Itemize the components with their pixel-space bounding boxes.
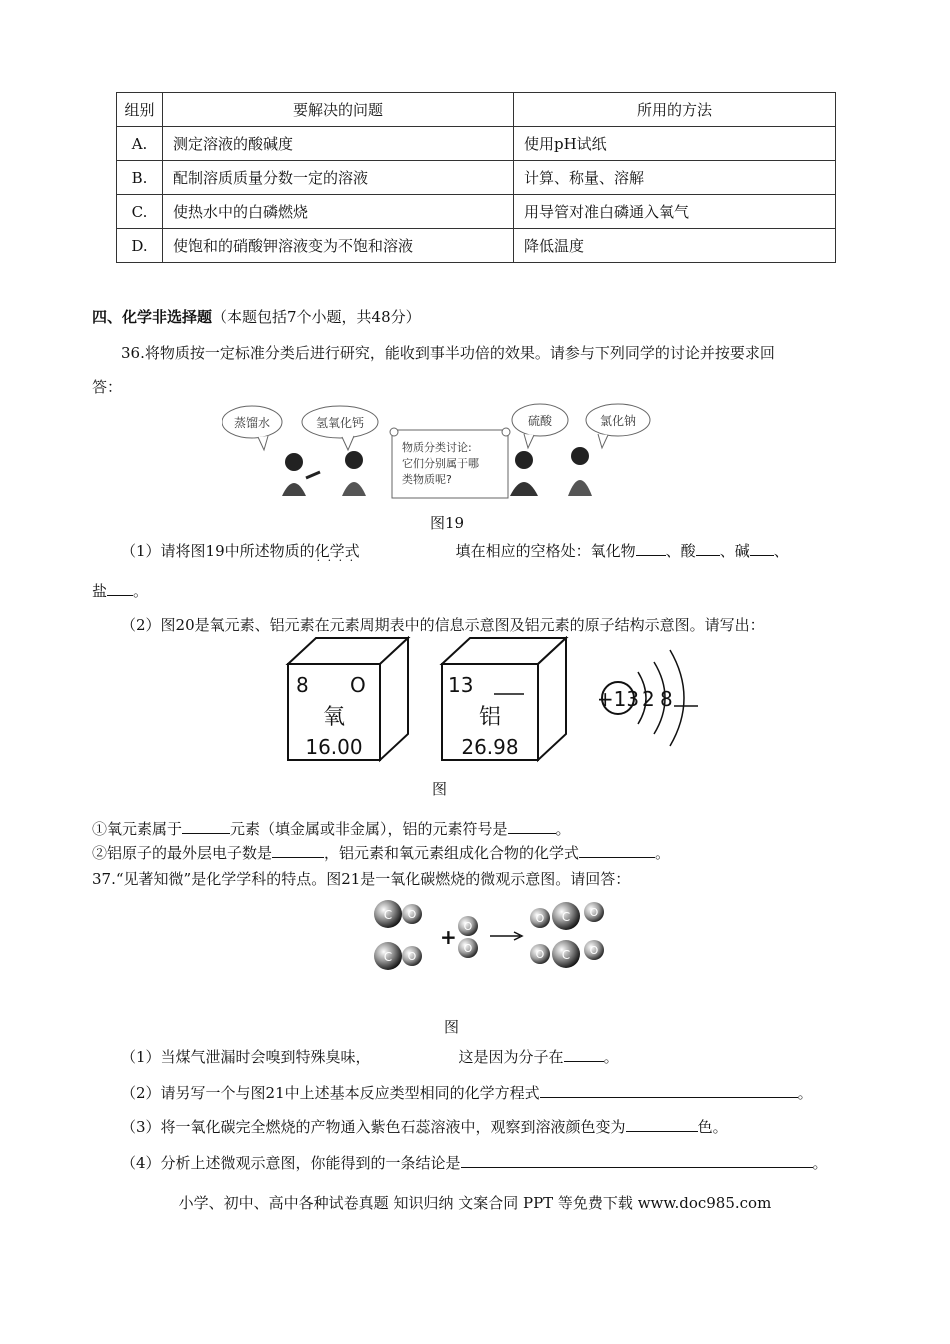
atom-label: O xyxy=(407,908,417,921)
co-molecule xyxy=(374,942,422,970)
acid-blank[interactable] xyxy=(696,540,720,556)
bubble-text: 硫酸 xyxy=(527,414,553,428)
q37-intro: 37.“见著知微”是化学学科的特点。图21是一氧化碳燃烧的微观示意图。请回答： xyxy=(92,870,631,888)
q36-p1-text: 填在相应的空格处：氧化物 xyxy=(455,542,636,560)
table-header-row xyxy=(117,93,836,127)
conclusion-blank[interactable] xyxy=(461,1152,813,1168)
plus-sign: + xyxy=(440,925,457,949)
reaction-arrow xyxy=(490,932,522,940)
atom-label: C xyxy=(561,948,571,962)
table-row xyxy=(117,195,836,229)
table-cell: 配制溶质质量分数一定的溶液 xyxy=(163,161,514,195)
q36-s1-text: 。 xyxy=(555,820,571,838)
o2-molecule xyxy=(458,916,478,958)
atom-label: C xyxy=(383,950,393,964)
salt-blank[interactable] xyxy=(107,580,133,596)
shell-electrons: 2 xyxy=(642,687,655,711)
q36-intro-line2: 答： xyxy=(92,378,123,396)
element-symbol: O xyxy=(350,673,366,697)
q36-sub2 xyxy=(92,842,670,863)
question-table xyxy=(116,92,836,263)
element-name: 铝 xyxy=(478,705,502,730)
scroll-text: 类物质呢? xyxy=(402,473,452,486)
element-name: 氧 xyxy=(322,705,346,730)
table-cell: 降低温度 xyxy=(514,229,836,263)
q37-p1-text: 这是因为分子在 xyxy=(458,1048,564,1066)
bubble-text: 蒸馏水 xyxy=(233,416,271,430)
shell-electrons: 8 xyxy=(660,687,673,711)
q36-p1-text: 、酸 xyxy=(665,542,696,560)
section-heading xyxy=(92,306,421,327)
figure-21-caption: 图 xyxy=(444,1018,460,1036)
atomic-number: 8 xyxy=(296,673,309,697)
section-title: 四、化学非选择题 xyxy=(92,308,213,326)
q37-part2 xyxy=(121,1082,813,1103)
base-blank[interactable] xyxy=(750,540,774,556)
student-figure xyxy=(342,451,366,496)
q36-part1-line2 xyxy=(92,580,148,601)
atomic-mass: 16.00 xyxy=(305,735,363,759)
aluminium-atom-structure xyxy=(597,650,698,746)
atom-label: O xyxy=(463,920,473,933)
section-note: （本题包括7个小题，共48分） xyxy=(212,308,421,326)
q36-part2: （2）图20是氧元素、铝元素在元素周期表中的信息示意图及铝元素的原子结构示意图。请写出： xyxy=(121,616,765,634)
figure-19-caption: 图19 xyxy=(430,514,465,532)
q37-part1 xyxy=(121,1046,619,1067)
figure-20-caption: 图 xyxy=(432,780,448,798)
table-cell: B. xyxy=(117,161,163,195)
student-figure xyxy=(568,447,592,496)
q36-s2-text: 。 xyxy=(655,844,671,862)
color-blank[interactable] xyxy=(626,1116,698,1132)
molecule-motion-blank[interactable] xyxy=(564,1046,604,1062)
scroll-text: 它们分别属于哪 xyxy=(402,457,479,470)
atom-label: O xyxy=(535,948,545,961)
nucleus-charge: +13 xyxy=(596,687,640,711)
al-symbol-blank[interactable] xyxy=(508,818,556,834)
atom-label: O xyxy=(589,906,599,919)
q36-s1-text: ①氧元素属于 xyxy=(92,820,183,838)
page-footer: 小学、初中、高中各种试卷真题 知识归纳 文案合同 PPT 等免费下载 www.doc985.com xyxy=(178,1194,772,1212)
table-cell: 测定溶液的酸碱度 xyxy=(163,127,514,161)
q37-p3-text: （3）将一氧化碳完全燃烧的产物通入紫色石蕊溶液中，观察到溶液颜色变为 xyxy=(121,1118,626,1136)
element-type-blank[interactable] xyxy=(182,818,230,834)
atom-label: O xyxy=(463,942,473,955)
q36-sub1 xyxy=(92,818,571,839)
q37-p2-text: 。 xyxy=(797,1084,813,1102)
q36-p1-text: 盐 xyxy=(92,582,108,600)
table-row xyxy=(117,127,836,161)
table-cell: 使饱和的硝酸钾溶液变为不饱和溶液 xyxy=(163,229,514,263)
table-row xyxy=(117,229,836,263)
table-cell: D. xyxy=(117,229,163,263)
compound-formula-blank[interactable] xyxy=(579,842,655,858)
atom-label: C xyxy=(383,908,393,922)
q36-p1-emphasis: 化学式 · · · · xyxy=(315,542,360,560)
equation-blank[interactable] xyxy=(540,1082,798,1098)
co2-molecule xyxy=(530,940,604,968)
bubble-text: 氢氧化钙 xyxy=(315,416,365,430)
q37-p1-text: 。 xyxy=(603,1048,619,1066)
table-row xyxy=(117,161,836,195)
aluminium-cell xyxy=(442,638,566,760)
table-cell: 使用pH试纸 xyxy=(514,127,836,161)
q36-p1-text: 、碱 xyxy=(719,542,750,560)
scroll-text: 物质分类讨论: xyxy=(402,441,472,454)
atomic-number: 13 xyxy=(448,673,474,697)
table-cell: 用导管对准白磷通入氧气 xyxy=(514,195,836,229)
q36-part1-line1 xyxy=(121,540,789,561)
figure-20-illustration xyxy=(284,636,704,766)
q37-part3 xyxy=(121,1116,728,1137)
q36-p1-text: 、 xyxy=(773,542,789,560)
table-header-cell: 要解决的问题 xyxy=(163,93,514,127)
atom-label: O xyxy=(535,912,545,925)
q37-p4-text: （4）分析上述微观示意图，你能得到的一条结论是 xyxy=(121,1154,461,1172)
q37-p1-text: （1）当煤气泄漏时会嗅到特殊臭味， xyxy=(121,1048,371,1066)
q37-part4 xyxy=(121,1152,828,1173)
atom-label: C xyxy=(561,910,571,924)
student-figure xyxy=(510,451,538,496)
figure-19-illustration xyxy=(222,400,662,500)
outer-electrons-blank[interactable] xyxy=(272,842,324,858)
oxide-blank[interactable] xyxy=(636,540,666,556)
bubble-text: 氯化钠 xyxy=(599,414,637,428)
table-cell: C. xyxy=(117,195,163,229)
student-figure xyxy=(282,453,320,496)
atomic-mass: 26.98 xyxy=(461,735,519,759)
q37-p4-text: 。 xyxy=(812,1154,828,1172)
atom-label: O xyxy=(589,944,599,957)
table-cell: 计算、称量、溶解 xyxy=(514,161,836,195)
q36-p1-text: 。 xyxy=(133,582,149,600)
q36-intro-line1: 36.将物质按一定标准分类后进行研究，能收到事半功倍的效果。请参与下列同学的讨论并按要求回 xyxy=(121,344,775,362)
figure-21-illustration xyxy=(368,896,618,976)
atom-label: O xyxy=(407,950,417,963)
q36-s2-text: ，铝元素和氧元素组成化合物的化学式 xyxy=(324,844,580,862)
table-cell: A. xyxy=(117,127,163,161)
table-header-cell: 所用的方法 xyxy=(514,93,836,127)
q37-p2-text: （2）请另写一个与图21中上述基本反应类型相同的化学方程式 xyxy=(121,1084,540,1102)
q37-p3-text: 色。 xyxy=(697,1118,728,1136)
table-cell: 使热水中的白磷燃烧 xyxy=(163,195,514,229)
q36-p1-text: （1）请将图19中所述物质的 xyxy=(121,542,315,560)
co2-molecule xyxy=(530,902,604,930)
q36-s2-text: ②铝原子的最外层电子数是 xyxy=(92,844,273,862)
q36-s1-text: 元素（填金属或非金属），铝的元素符号是 xyxy=(230,820,508,838)
table-header-cell: 组别 xyxy=(117,93,163,127)
oxygen-cell xyxy=(288,638,408,760)
co-molecule xyxy=(374,900,422,928)
